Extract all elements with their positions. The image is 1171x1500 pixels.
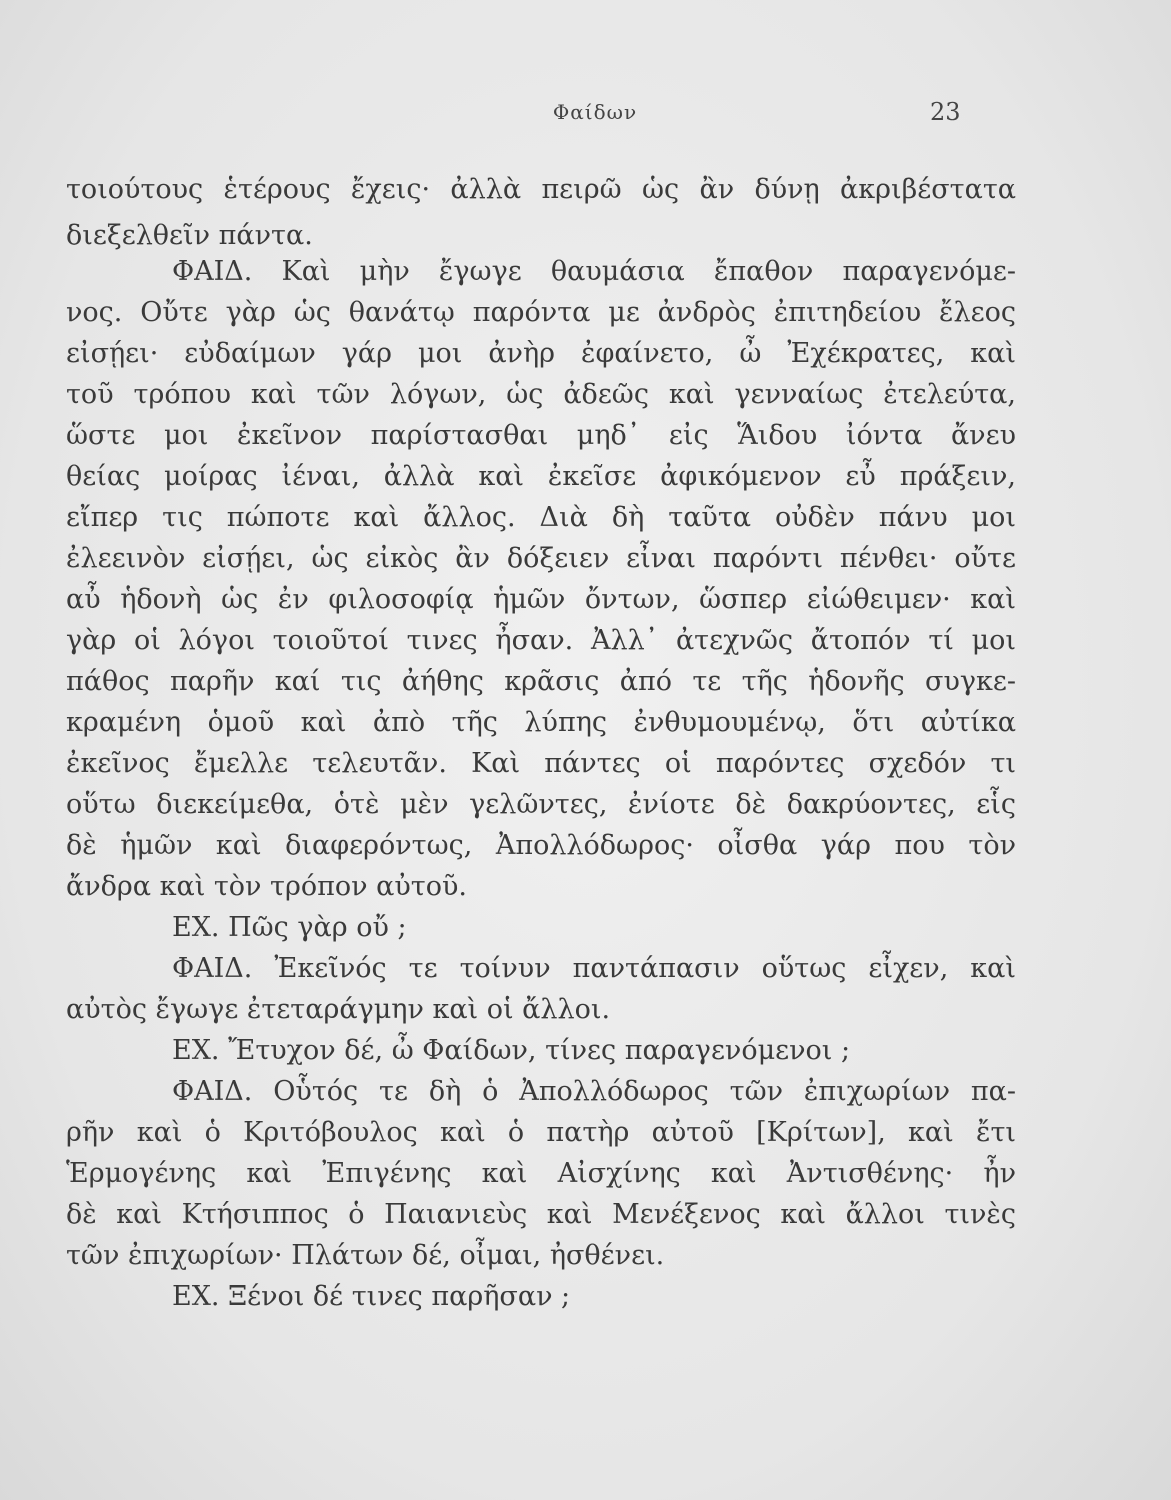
text-line: νος. Οὔτε γὰρ ὡς θανάτῳ παρόντα με ἀνδρὸς ἐπιτηδείου ἔλεος bbox=[66, 297, 1016, 328]
text-line: τοιούτους ἑτέρους ἔχεις· ἀλλὰ πειρῶ ὡς ἂν δύνῃ ἀκριβέστατα bbox=[66, 174, 1016, 205]
page-number: 23 bbox=[930, 98, 961, 126]
text-line: αὖ ἡδονὴ ὡς ἐν φιλοσοφίᾳ ἡμῶν ὄντων, ὥσπερ εἰώθειμεν· καὶ bbox=[66, 584, 1016, 615]
text-line: ἄνδρα καὶ τὸν τρόπον αὐτοῦ. bbox=[66, 871, 467, 902]
text-line: πάθος παρῆν καί τις ἀήθης κρᾶσις ἀπό τε τῆς ἡδονῆς συγκε- bbox=[66, 666, 1016, 697]
running-header-title: Φαίδων bbox=[552, 100, 638, 124]
text-line: οὕτω διεκείμεθα, ὁτὲ μὲν γελῶντες, ἐνίοτε δὲ δακρύοντες, εἷς bbox=[66, 789, 1016, 820]
text-line: Ἑρμογένης καὶ Ἐπιγένης καὶ Αἰσχίνης καὶ Ἀντισθένης· ἦν bbox=[66, 1158, 1016, 1189]
text-line: ΦΑΙΔ. Ἐκεῖνός τε τοίνυν παντάπασιν οὕτως εἶχεν, καὶ bbox=[172, 953, 1016, 984]
text-line: τοῦ τρόπου καὶ τῶν λόγων, ὡς ἀδεῶς καὶ γενναίως ἐτελεύτα, bbox=[66, 379, 1016, 410]
text-line: δὲ ἡμῶν καὶ διαφερόντως, Ἀπολλόδωρος· οἶσθα γάρ που τὸν bbox=[66, 830, 1016, 861]
text-line: θείας μοίρας ἰέναι, ἀλλὰ καὶ ἐκεῖσε ἀφικόμενον εὖ πράξειν, bbox=[66, 461, 1016, 492]
text-line: διεξελθεῖν πάντα. bbox=[66, 220, 313, 251]
text-line: ΕΧ. Ἔτυχον δέ, ὦ Φαίδων, τίνες παραγενόμενοι ; bbox=[172, 1035, 851, 1066]
text-line: τῶν ἐπιχωρίων· Πλάτων δέ, οἶμαι, ἠσθένει. bbox=[66, 1240, 665, 1271]
text-line: ΦΑΙΔ. Οὗτός τε δὴ ὁ Ἀπολλόδωρος τῶν ἐπιχωρίων πα- bbox=[172, 1076, 1016, 1107]
text-line: αὐτὸς ἔγωγε ἐτεταράγμην καὶ οἱ ἄλλοι. bbox=[66, 994, 611, 1025]
text-line: κραμένη ὁμοῦ καὶ ἀπὸ τῆς λύπης ἐνθυμουμένῳ, ὅτι αὐτίκα bbox=[66, 707, 1016, 738]
text-line: εἴπερ τις πώποτε καὶ ἄλλος. Διὰ δὴ ταῦτα οὐδὲν πάνυ μοι bbox=[66, 502, 1016, 533]
text-line: ρῆν καὶ ὁ Κριτόβουλος καὶ ὁ πατὴρ αὐτοῦ [Κρίτων], καὶ ἔτι bbox=[66, 1117, 1016, 1148]
text-line: ΦΑΙΔ. Καὶ μὴν ἔγωγε θαυμάσια ἔπαθον παραγενόμε- bbox=[172, 256, 1016, 287]
text-line: ἐκεῖνος ἔμελλε τελευτᾶν. Καὶ πάντες οἱ παρόντες σχεδόν τι bbox=[66, 748, 1016, 779]
text-line: ΕΧ. Πῶς γὰρ οὔ ; bbox=[172, 912, 407, 943]
text-line: δὲ καὶ Κτήσιππος ὁ Παιανιεὺς καὶ Μενέξενος καὶ ἄλλοι τινὲς bbox=[66, 1199, 1016, 1230]
text-line: ὥστε μοι ἐκεῖνον παρίστασθαι μηδ᾽ εἰς Ἅιδου ἰόντα ἄνευ bbox=[66, 420, 1016, 451]
text-line: ΕΧ. Ξένοι δέ τινες παρῆσαν ; bbox=[172, 1281, 571, 1312]
text-line: γὰρ οἱ λόγοι τοιοῦτοί τινες ἦσαν. Ἀλλ᾽ ἀτεχνῶς ἄτοπόν τί μοι bbox=[66, 625, 1016, 656]
text-line: ἐλεεινὸν εἰσῄει, ὡς εἰκὸς ἂν δόξειεν εἶναι παρόντι πένθει· οὔτε bbox=[66, 543, 1016, 574]
text-line: εἰσῄει· εὐδαίμων γάρ μοι ἀνὴρ ἐφαίνετο, ὦ Ἐχέκρατες, καὶ bbox=[66, 338, 1016, 369]
